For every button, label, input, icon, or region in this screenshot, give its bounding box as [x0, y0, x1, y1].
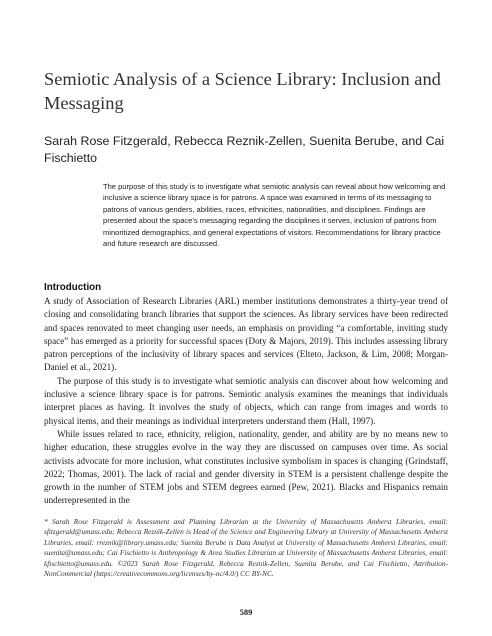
introduction-body	[44, 295, 448, 508]
body-paragraph: The purpose of this study is to investigate what semiotic analysis can discover about how welcoming and inclusive a science library space is for patrons. Semiotic analysis examines the meanings that individuals interpret places as having. It involves the study of objects, which can range from images and words to physical items, and their meanings as individual interpreters understand them (Hall, 1997).	[44, 375, 448, 426]
body-paragraph: While issues related to race, ethnicity, religion, nationality, gender, and ability are by no means new to higher education, these struggles evolve in the way they are discussed on campuses over time. As social activists advocate for more inclusion, what constitutes inclusive symbolism in spaces is changing (Grindstaff, 2022; Thomas, 2001). The lack of racial and gender diversity in STEM is a persistent challenge despite the growth in the number of STEM jobs and STEM degrees earned (Pew, 2021). Blacks and Hispanics remain underrepresented in the	[44, 428, 448, 506]
section-heading-introduction: Introduction	[44, 282, 102, 293]
body-paragraph: A study of Association of Research Libraries (ARL) member institutions demonstrates a thirty-year trend of closing and consolidating branch libraries that support the sciences. As library services have been redirected and spaces renovated to meet changing user needs, an emphasis on providing “a comfortable, inviting study space” has emerged as a priority for successful spaces (Doty & Majors, 2019). This includes assessing library patron perceptions of the inclusivity of library spaces and services (Elteto, Jackson, & Lim, 2008; Morgan-Daniel et al., 2021).	[44, 296, 448, 373]
article-title: Semiotic Analysis of a Science Library: Inclusion and Messaging	[44, 69, 441, 113]
article-abstract: The purpose of this study is to investigate what semiotic analysis can reveal about how welcoming and inclusive a science library space is for patrons. A space was examined in terms of its messaging to patrons of various genders, abilities, races, ethnicities, nationalities, and disciplines. Findings are presented about the space’s messaging regarding the disciplines it serves, inclusion of patrons from minoritized demographics, and general expectations of visitors. Recommendations for library practice and future research are discussed.	[103, 182, 446, 249]
page-number: 589	[239, 607, 253, 617]
article-authors: Sarah Rose Fitzgerald, Rebecca Reznik-Zellen, Suenita Berube, and Cai Fischietto	[44, 134, 445, 165]
author-footnote: * Sarah Rose Fitzgerald is Assessment and Planning Librarian at the University of Massachusetts Amherst Libraries, email: sfitzgerald@umass.edu; Rebecca Reznik-Zellen is Head of the Science and Engineering Library at University of Massachusetts Amherst Libraries, email: rreznik@library.umass.edu; Suenita Berube is Data Analyst at University of Massachusetts Amherst Libraries, email: suenita@umass.edu; Cai Fischietto is Anthropology & Area Studies Librarian at University of Massachusetts Amherst Libraries, email: kfischietto@umass.edu. ©2023 Sarah Rose Fitzgerald, Rebecca Reznik-Zellen, Suenita Berube, and Cai Fischietto, Attribution-NonCommercial (https://creativecommons.org/licenses/by-nc/4.0/) CC BY-NC.	[44, 517, 448, 579]
